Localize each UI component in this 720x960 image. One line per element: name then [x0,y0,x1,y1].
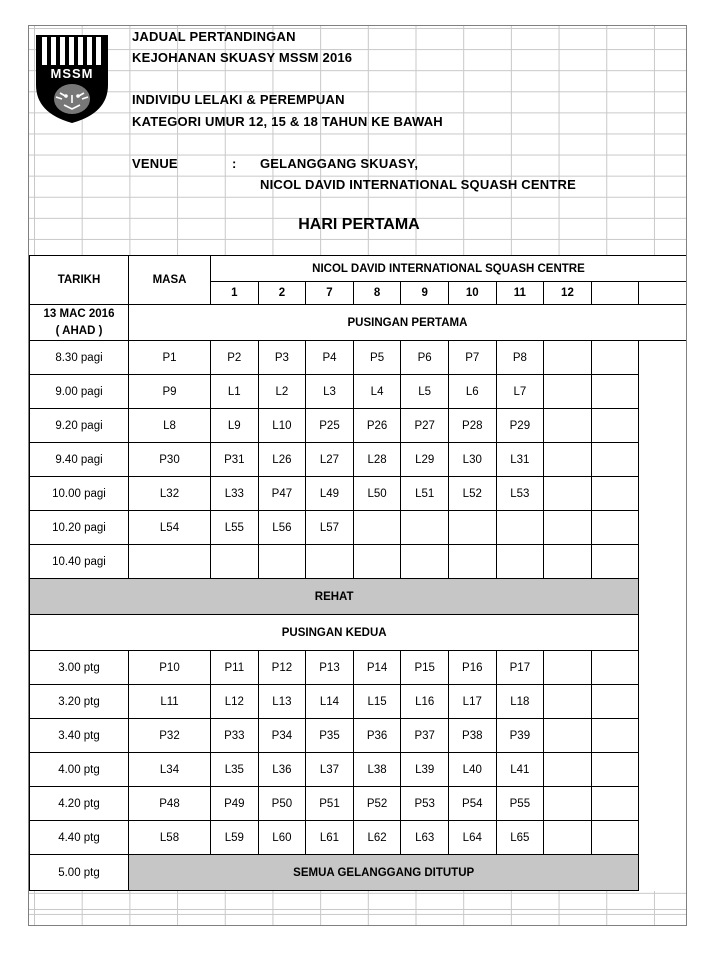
match-cell: P50 [258,787,306,821]
match-cell: P1 [129,341,211,375]
closing-time: 5.00 ptg [30,855,129,891]
match-cell [496,511,544,545]
match-cell: L29 [401,443,449,477]
time-slot: 10.40 pagi [30,545,129,579]
match-cell: P16 [448,651,496,685]
match-cell: L58 [129,821,211,855]
match-cell: L18 [496,685,544,719]
match-cell: L3 [306,375,354,409]
round1-row [30,443,687,477]
closing-label: SEMUA GELANGGANG DITUTUP [129,855,639,891]
time-slot: 4.20 ptg [30,787,129,821]
match-cell [544,545,592,579]
match-cell: P29 [496,409,544,443]
match-cell: L51 [401,477,449,511]
match-cell: P48 [129,787,211,821]
court-number-1: 1 [211,282,259,305]
match-cell: P4 [306,341,354,375]
match-cell: P28 [448,409,496,443]
match-cell: L60 [258,821,306,855]
match-cell: P9 [129,375,211,409]
match-cell: P39 [496,719,544,753]
match-cell: L53 [496,477,544,511]
match-cell [129,545,211,579]
match-cell: P35 [306,719,354,753]
match-cell: L37 [306,753,354,787]
court-number-7: 11 [496,282,544,305]
match-cell [544,341,592,375]
court-number-10 [639,282,687,305]
match-cell [544,651,592,685]
match-cell: L59 [211,821,259,855]
match-cell: L55 [211,511,259,545]
match-cell: L28 [353,443,401,477]
match-cell: L12 [211,685,259,719]
header-event: KEJOHANAN SKUASY MSSM 2016 [132,50,353,65]
match-cell [544,719,592,753]
round1-title: PUSINGAN PERTAMA [129,305,687,341]
round2-rows [30,651,687,855]
header-category-gender: INDIVIDU LELAKI & PEREMPUAN [132,92,345,107]
match-cell: L17 [448,685,496,719]
match-cell: L4 [353,375,401,409]
round2-row [30,685,687,719]
time-slot: 4.00 ptg [30,753,129,787]
match-cell: L14 [306,685,354,719]
match-cell: P3 [258,341,306,375]
match-cell: L61 [306,821,354,855]
match-cell: L57 [306,511,354,545]
round1-row [30,477,687,511]
match-cell: L11 [129,685,211,719]
header-title: JADUAL PERTANDINGAN [132,29,296,44]
round1-row [30,375,687,409]
match-cell [544,443,592,477]
tarikh-header: TARIKH [30,256,129,305]
match-cell: P11 [211,651,259,685]
date-cell [30,305,129,341]
match-cell: L8 [129,409,211,443]
match-cell: P30 [129,443,211,477]
match-cell [591,545,639,579]
match-cell [591,511,639,545]
match-cell [544,511,592,545]
match-cell: P6 [401,341,449,375]
match-cell: P15 [401,651,449,685]
match-cell: P33 [211,719,259,753]
round1-row [30,511,687,545]
match-cell: P32 [129,719,211,753]
venue-header: NICOL DAVID INTERNATIONAL SQUASH CENTRE [211,256,687,282]
match-cell: L64 [448,821,496,855]
match-cell [591,719,639,753]
match-cell [591,685,639,719]
time-slot: 3.00 ptg [30,651,129,685]
round2-title: PUSINGAN KEDUA [30,615,639,651]
match-cell [258,545,306,579]
time-slot: 9.00 pagi [30,375,129,409]
match-cell [353,511,401,545]
match-cell [544,753,592,787]
round2-row [30,719,687,753]
time-slot: 9.20 pagi [30,409,129,443]
match-cell [353,545,401,579]
match-cell [306,545,354,579]
match-cell: L2 [258,375,306,409]
header-category-age: KATEGORI UMUR 12, 15 & 18 TAHUN KE BAWAH [132,114,443,129]
sheet-gridline [29,909,686,910]
court-number-5: 9 [401,282,449,305]
time-slot: 10.20 pagi [30,511,129,545]
match-cell: P17 [496,651,544,685]
match-cell [544,409,592,443]
match-cell: P26 [353,409,401,443]
time-slot: 3.20 ptg [30,685,129,719]
match-cell: L27 [306,443,354,477]
match-cell [591,341,639,375]
match-cell: L15 [353,685,401,719]
match-cell [544,375,592,409]
venue-name-2: NICOL DAVID INTERNATIONAL SQUASH CENTRE [260,177,576,192]
match-cell: L13 [258,685,306,719]
match-cell: P27 [401,409,449,443]
match-cell: P38 [448,719,496,753]
court-number-9 [591,282,639,305]
logo-text: MSSM [50,66,94,81]
match-cell: P10 [129,651,211,685]
match-cell [591,753,639,787]
match-cell: L1 [211,375,259,409]
match-cell: P5 [353,341,401,375]
match-cell: L52 [448,477,496,511]
court-number-3: 7 [306,282,354,305]
match-cell: P54 [448,787,496,821]
court-number-4: 8 [353,282,401,305]
match-cell: L26 [258,443,306,477]
match-cell [211,545,259,579]
round1-row [30,341,687,375]
match-cell: L16 [401,685,449,719]
match-cell: P49 [211,787,259,821]
match-cell: P51 [306,787,354,821]
court-number-2: 2 [258,282,306,305]
time-slot: 10.00 pagi [30,477,129,511]
venue-colon: : [232,156,237,171]
match-cell: L62 [353,821,401,855]
match-cell [401,511,449,545]
match-cell: L30 [448,443,496,477]
match-cell: P53 [401,787,449,821]
match-cell: P7 [448,341,496,375]
round2-row [30,787,687,821]
time-slot: 3.40 ptg [30,719,129,753]
match-cell: L36 [258,753,306,787]
day-title: HARI PERTAMA [298,216,420,233]
match-cell: L54 [129,511,211,545]
schedule-table [29,255,687,891]
round2-row [30,651,687,685]
date-text: 13 MAC 2016 [43,307,115,320]
match-cell: L65 [496,821,544,855]
round2-row [30,753,687,787]
match-cell: L31 [496,443,544,477]
match-cell [544,477,592,511]
match-cell: P55 [496,787,544,821]
match-cell: L41 [496,753,544,787]
match-cell: P13 [306,651,354,685]
round1-row [30,545,687,579]
round1-row [30,409,687,443]
match-cell [591,409,639,443]
mssm-tiger-logo-icon [34,33,110,125]
match-cell: P36 [353,719,401,753]
match-cell: P8 [496,341,544,375]
break-row: REHAT [30,579,639,615]
match-cell: P12 [258,651,306,685]
match-cell: L33 [211,477,259,511]
match-cell [496,545,544,579]
match-cell: L38 [353,753,401,787]
match-cell: P47 [258,477,306,511]
schedule-sheet [28,25,687,926]
match-cell: P34 [258,719,306,753]
match-cell: L32 [129,477,211,511]
match-cell: P25 [306,409,354,443]
match-cell: P52 [353,787,401,821]
masa-header: MASA [129,256,211,305]
match-cell [544,787,592,821]
court-number-6: 10 [448,282,496,305]
match-cell: L35 [211,753,259,787]
match-cell: L49 [306,477,354,511]
match-cell: P37 [401,719,449,753]
match-cell [401,545,449,579]
match-cell: P2 [211,341,259,375]
time-slot: 9.40 pagi [30,443,129,477]
venue-label: VENUE [132,156,178,171]
match-cell [544,821,592,855]
match-cell: L56 [258,511,306,545]
match-cell [591,375,639,409]
match-cell: L10 [258,409,306,443]
match-cell [591,651,639,685]
match-cell: L40 [448,753,496,787]
match-cell: L9 [211,409,259,443]
round2-row [30,821,687,855]
match-cell [591,443,639,477]
match-cell [544,685,592,719]
match-cell: L63 [401,821,449,855]
time-slot: 8.30 pagi [30,341,129,375]
round1-rows [30,341,687,579]
court-number-8: 12 [544,282,592,305]
match-cell: L5 [401,375,449,409]
match-cell [591,477,639,511]
time-slot: 4.40 ptg [30,821,129,855]
match-cell: L7 [496,375,544,409]
match-cell: P31 [211,443,259,477]
venue-name: GELANGGANG SKUASY, [260,156,419,171]
match-cell: L34 [129,753,211,787]
match-cell [448,511,496,545]
match-cell [448,545,496,579]
schedule-table-wrap [29,255,687,891]
match-cell: L50 [353,477,401,511]
match-cell [591,821,639,855]
day-text: ( AHAD ) [55,324,103,337]
match-cell [591,787,639,821]
match-cell: P14 [353,651,401,685]
match-cell: L6 [448,375,496,409]
match-cell: L39 [401,753,449,787]
